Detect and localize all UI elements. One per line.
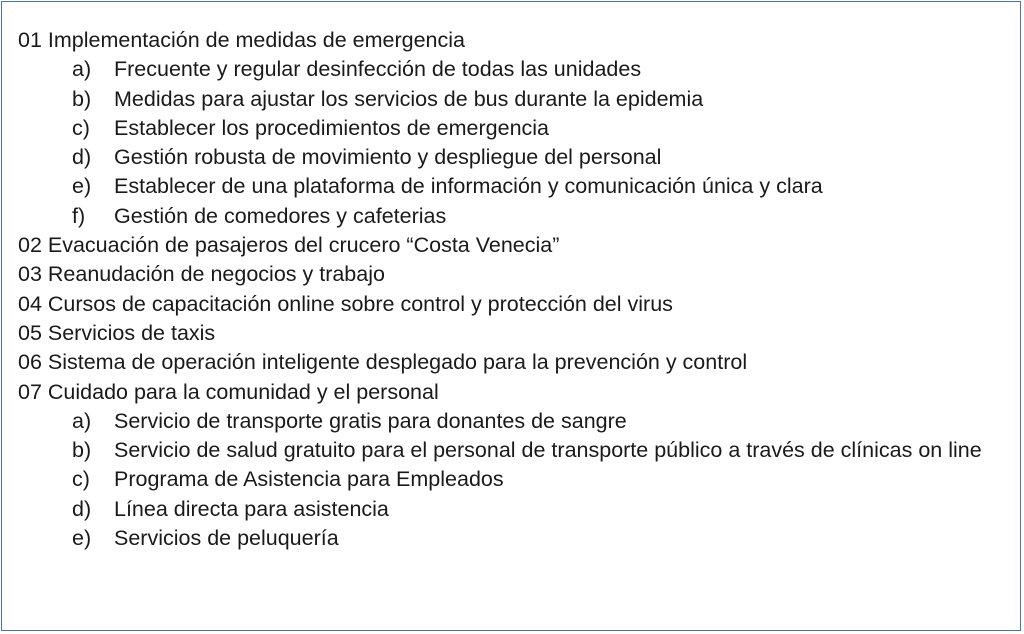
list-item-text: Servicio de transporte gratis para donantes de sangre xyxy=(114,408,627,433)
section-title: 05 Servicios de taxis xyxy=(18,320,216,345)
section-title: 07 Cuidado para la comunidad y el personal xyxy=(18,379,439,404)
document-frame xyxy=(1,1,1021,631)
list-item-letter: b) xyxy=(72,86,92,111)
list-item-text: Gestión robusta de movimiento y despliegue del personal xyxy=(114,145,662,170)
list-item-text: Establecer de una plataforma de información y comunicación única y clara xyxy=(114,174,823,199)
list-item-letter: c) xyxy=(72,115,90,140)
list-item xyxy=(18,55,1000,84)
list-item-text: Programa de Asistencia para Empleados xyxy=(114,467,504,492)
list-item xyxy=(18,465,1000,494)
list-item-letter: f) xyxy=(72,203,86,228)
list-item-letter: e) xyxy=(72,174,92,199)
list-item-letter: c) xyxy=(72,467,90,492)
list-item-letter: d) xyxy=(72,145,92,170)
section-title: 06 Sistema de operación inteligente desplegado para la prevención y control xyxy=(18,350,748,375)
list-item-text: Establecer los procedimientos de emergencia xyxy=(114,115,550,140)
list-item-text: Frecuente y regular desinfección de todas las unidades xyxy=(114,57,642,82)
list-item-letter: a) xyxy=(72,408,92,433)
list-item-letter: d) xyxy=(72,496,92,521)
list-item xyxy=(18,114,1000,143)
list-item xyxy=(18,524,1000,553)
section-title: 02 Evacuación de pasajeros del crucero “Costa Venecia” xyxy=(18,233,560,258)
document-body xyxy=(18,26,1000,553)
list-item xyxy=(18,143,1000,172)
list-item-text: Servicios de peluquería xyxy=(114,526,339,551)
list-item xyxy=(18,202,1000,231)
list-item-text: Gestión de comedores y cafeterias xyxy=(114,203,447,228)
list-item-letter: e) xyxy=(72,526,92,551)
list-item-text: Medidas para ajustar los servicios de bus durante la epidemia xyxy=(114,86,704,111)
list-item xyxy=(18,85,1000,114)
list-item xyxy=(18,495,1000,524)
section-title: 01 Implementación de medidas de emergencia xyxy=(18,28,465,52)
list-item-text: Servicio de salud gratuito para el personal de transporte público a través de clínicas on line xyxy=(114,438,982,463)
section-title: 03 Reanudación de negocios y trabajo xyxy=(18,262,385,287)
list-item xyxy=(18,407,1000,436)
list-item-letter: b) xyxy=(72,438,92,463)
list-item xyxy=(18,436,1000,465)
list-item xyxy=(18,172,1000,201)
list-item-text: Línea directa para asistencia xyxy=(114,496,389,521)
list-item-letter: a) xyxy=(72,57,92,82)
section-title: 04 Cursos de capacitación online sobre control y protección del virus xyxy=(18,291,673,316)
